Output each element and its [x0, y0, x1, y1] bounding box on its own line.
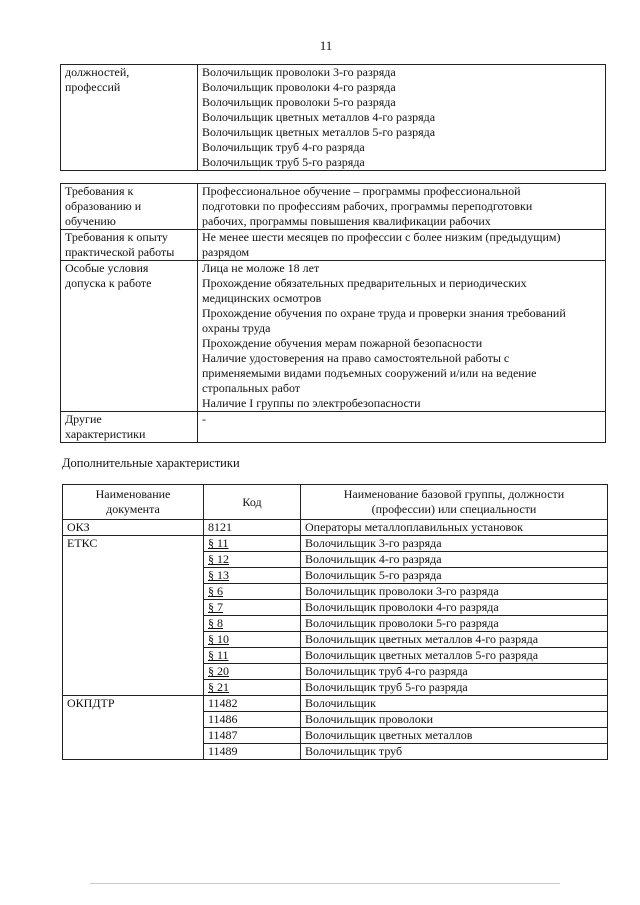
value-line: Наличие I группы по электробезопасности [202, 396, 421, 410]
code-value: 11486 [208, 712, 238, 726]
code-cell [204, 632, 301, 648]
code-cell [204, 680, 301, 696]
doc-cell: ОКПДТР [63, 696, 204, 760]
list-item: Волочильщик проволоки 5-го разряда [202, 95, 396, 109]
value-line: Не менее шести месяцев по профессии с более низким (предыдущим) [202, 230, 561, 244]
code-value: § 12 [208, 552, 229, 566]
label-line: образованию и [65, 199, 142, 213]
value-line: Наличие удостоверения на право самостоятельной работы с [202, 351, 510, 365]
value-line: Прохождение обязательных предварительных и периодических [202, 276, 527, 290]
label-line: обучению [65, 214, 116, 228]
label-line: должностей, [65, 65, 130, 79]
header-doc [63, 485, 204, 520]
code-value: 11489 [208, 744, 238, 758]
code-cell [204, 744, 301, 760]
code-cell [204, 536, 301, 552]
education-label [61, 184, 198, 230]
code-value: 11482 [208, 696, 238, 710]
code-cell [204, 728, 301, 744]
value-line: Профессиональное обучение – программы профессиональной [202, 184, 521, 198]
code-value: § 21 [208, 680, 229, 694]
professions-list [198, 65, 606, 171]
other-value [198, 412, 606, 443]
value-line: подготовки по профессиям рабочих, программы переподготовки [202, 199, 533, 213]
code-cell [204, 664, 301, 680]
value-line: охраны труда [202, 321, 271, 335]
value-line: Прохождение обучения мерам пожарной безопасности [202, 336, 483, 350]
name-cell: Волочильщик цветных металлов 5-го разряда [301, 648, 608, 664]
conditions-label [61, 261, 198, 412]
list-item: Волочильщик труб 4-го разряда [202, 140, 365, 154]
value-line: применяемыми видами подъемных сооружений и/или на ведение [202, 366, 537, 380]
code-value: § 20 [208, 664, 229, 678]
name-cell: Волочильщик проволоки 4-го разряда [301, 600, 608, 616]
table-row [63, 520, 608, 536]
professions-label [61, 65, 198, 171]
header-line: Наименование базовой группы, должности [343, 487, 565, 501]
table-row [61, 65, 606, 171]
scan-edge-line [90, 883, 560, 884]
code-cell [204, 648, 301, 664]
list-item: Волочильщик проволоки 4-го разряда [202, 80, 396, 94]
label-line: профессий [65, 80, 121, 94]
name-cell: Волочильщик труб 5-го разряда [301, 680, 608, 696]
code-cell [204, 520, 301, 536]
name-cell: Волочильщик цветных металлов 4-го разряда [301, 632, 608, 648]
code-cell [204, 696, 301, 712]
name-cell: Волочильщик 3-го разряда [301, 536, 608, 552]
label-line: Особые условия [65, 261, 149, 275]
code-value: § 7 [208, 600, 223, 614]
code-cell [204, 712, 301, 728]
table-row [63, 536, 608, 552]
table-row [61, 230, 606, 261]
list-item: Волочильщик цветных металлов 5-го разряда [202, 125, 436, 139]
code-cell [204, 616, 301, 632]
value-line: Прохождение обучения по охране труда и проверки знания требований [202, 306, 566, 320]
code-value: § 8 [208, 616, 223, 630]
label-line: характеристики [65, 427, 146, 441]
experience-label [61, 230, 198, 261]
doc-cell: ОКЗ [63, 520, 204, 536]
header-line: документа [106, 502, 160, 516]
code-cell [204, 600, 301, 616]
professions-table [60, 64, 606, 171]
header-name [301, 485, 608, 520]
label-line: Требования к [65, 184, 134, 198]
table-row [61, 261, 606, 412]
value-line: Лица не моложе 18 лет [202, 261, 320, 275]
label-line: Другие [65, 412, 102, 426]
value-line: рабочих, программы повышения квалификации рабочих [202, 214, 491, 228]
code-value: § 10 [208, 632, 229, 646]
label-line: Требования к опыту [65, 230, 168, 244]
name-cell: Волочильщик проволоки 5-го разряда [301, 616, 608, 632]
additional-characteristics-table [62, 484, 608, 760]
name-cell: Волочильщик [301, 696, 608, 712]
code-value: § 11 [208, 536, 229, 550]
table-row [61, 184, 606, 230]
table-row [63, 696, 608, 712]
name-cell: Волочильщик труб 4-го разряда [301, 664, 608, 680]
table-body [63, 520, 608, 760]
education-value [198, 184, 606, 230]
section-heading: Дополнительные характеристики [62, 456, 240, 470]
code-value: 11487 [208, 728, 238, 742]
requirements-table [60, 183, 606, 443]
value-line: - [202, 412, 206, 426]
header-line: Наименование [95, 487, 171, 501]
code-value: § 11 [208, 648, 229, 662]
table-header-row [63, 485, 608, 520]
code-value: § 6 [208, 584, 223, 598]
name-cell: Волочильщик проволоки 3-го разряда [301, 584, 608, 600]
code-cell [204, 584, 301, 600]
list-item: Волочильщик труб 5-го разряда [202, 155, 365, 169]
header-line: (профессии) или специальности [371, 502, 537, 516]
label-line: практической работы [65, 245, 175, 259]
other-label [61, 412, 198, 443]
name-cell: Волочильщик проволоки [301, 712, 608, 728]
code-cell [204, 568, 301, 584]
name-cell: Волочильщик 4-го разряда [301, 552, 608, 568]
code-cell [204, 552, 301, 568]
header-code: Код [204, 485, 301, 520]
page-number: 11 [319, 38, 333, 53]
name-cell: Операторы металлоплавильных установок [301, 520, 608, 536]
code-value: 8121 [208, 520, 232, 534]
list-item: Волочильщик цветных металлов 4-го разряда [202, 110, 436, 124]
conditions-value [198, 261, 606, 412]
doc-cell: ЕТКС [63, 536, 204, 696]
value-line: медицинских осмотров [202, 291, 322, 305]
list-item: Волочильщик проволоки 3-го разряда [202, 65, 396, 79]
value-line: разрядом [202, 245, 250, 259]
label-line: допуска к работе [65, 276, 152, 290]
table-row [61, 412, 606, 443]
name-cell: Волочильщик цветных металлов [301, 728, 608, 744]
name-cell: Волочильщик 5-го разряда [301, 568, 608, 584]
value-line: стропальных работ [202, 381, 301, 395]
experience-value [198, 230, 606, 261]
name-cell: Волочильщик труб [301, 744, 608, 760]
code-value: § 13 [208, 568, 229, 582]
